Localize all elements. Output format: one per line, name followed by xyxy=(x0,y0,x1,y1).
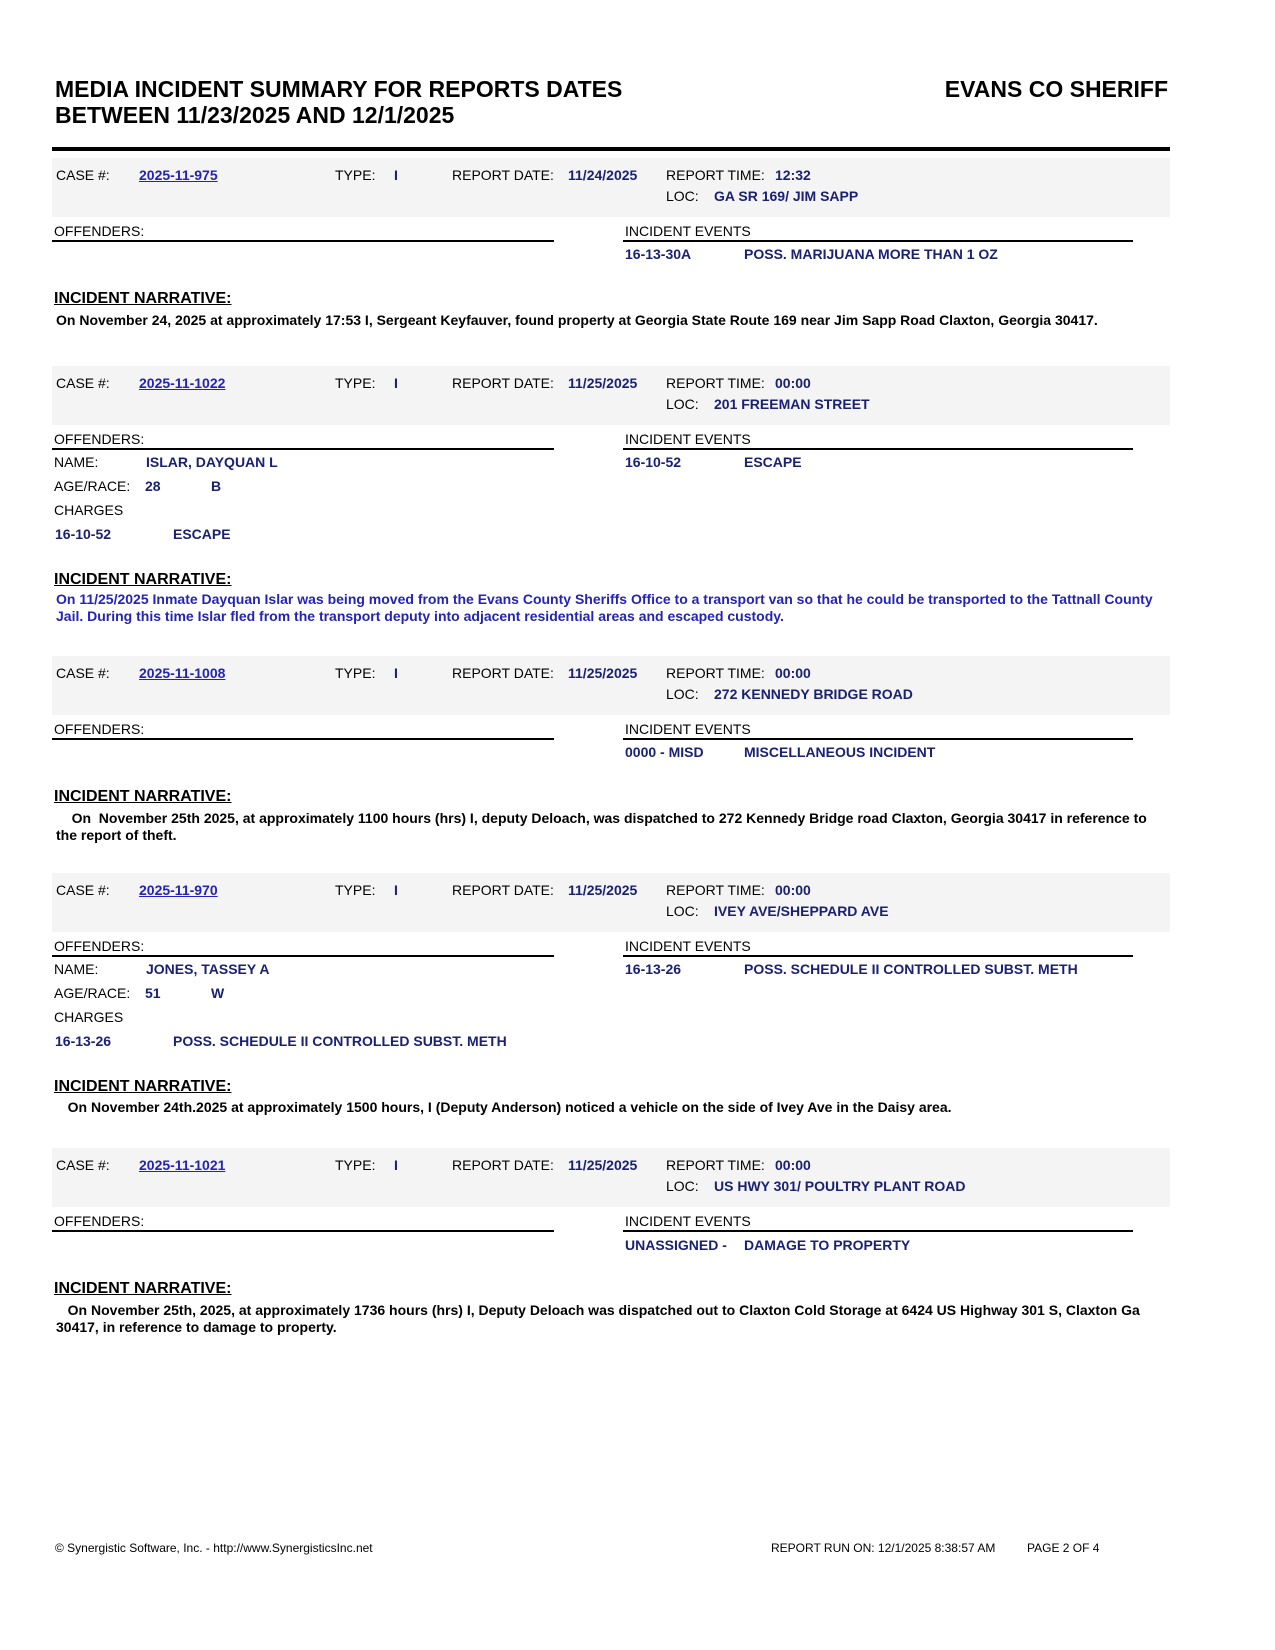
type-value: I xyxy=(394,167,398,183)
footer-copyright: © Synergistic Software, Inc. - http://www.SynergisticsInc.net xyxy=(55,1541,373,1555)
report-time-value: 00:00 xyxy=(775,882,811,898)
type-value: I xyxy=(394,665,398,681)
offenders-rule xyxy=(52,240,554,242)
header-divider xyxy=(52,147,1170,151)
report-time-value: 12:32 xyxy=(775,167,811,183)
event-description: MISCELLANEOUS INCIDENT xyxy=(744,744,936,760)
case-number-link[interactable]: 2025-11-1021 xyxy=(139,1157,226,1173)
event-code: UNASSIGNED - xyxy=(625,1237,727,1253)
charge-description: ESCAPE xyxy=(173,526,231,542)
report-time-label: REPORT TIME: xyxy=(666,665,765,681)
location-value: 272 KENNEDY BRIDGE ROAD xyxy=(714,686,913,702)
offenders-label: OFFENDERS: xyxy=(54,721,145,737)
event-description: ESCAPE xyxy=(744,454,802,470)
report-date-label: REPORT DATE: xyxy=(452,1157,554,1173)
event-description: DAMAGE TO PROPERTY xyxy=(744,1237,911,1253)
case-number-label: CASE #: xyxy=(56,665,110,681)
report-time-label: REPORT TIME: xyxy=(666,375,765,391)
report-date-label: REPORT DATE: xyxy=(452,167,554,183)
incident-events-rule xyxy=(623,955,1133,957)
age-race-label: AGE/RACE: xyxy=(54,985,131,1001)
type-value: I xyxy=(394,882,398,898)
report-date-label: REPORT DATE: xyxy=(452,665,554,681)
narrative-heading: INCIDENT NARRATIVE: xyxy=(54,1078,232,1095)
charges-label: CHARGES xyxy=(54,502,124,518)
location-label: LOC: xyxy=(666,396,699,412)
event-code: 16-13-30A xyxy=(625,246,692,262)
incident-events-label: INCIDENT EVENTS xyxy=(625,223,751,239)
offenders-label: OFFENDERS: xyxy=(54,1213,145,1229)
report-date-label: REPORT DATE: xyxy=(452,882,554,898)
narrative-text: On November 25th, 2025, at approximately 1736 hours (hrs) I, Deputy Deloach was dispatched out to Claxton Cold Storage at 6424 US Highway 301 S, Claxton Ga 30417, in reference to damage to property. xyxy=(56,1302,1144,1335)
report-date-label: REPORT DATE: xyxy=(452,375,554,391)
report-date-value: 11/25/2025 xyxy=(568,665,638,681)
narrative-text: On November 24, 2025 at approximately 17:53 I, Sergeant Keyfauver, found property at Georgia State Route 169 near Jim Sapp Road Claxton, Georgia 30417. xyxy=(56,312,1098,328)
report-date-value: 11/25/2025 xyxy=(568,375,638,391)
report-time-value: 00:00 xyxy=(775,375,811,391)
location-label: LOC: xyxy=(666,686,699,702)
age-race-label: AGE/RACE: xyxy=(54,478,131,494)
offender-age: 28 xyxy=(145,478,161,494)
report-date-value: 11/25/2025 xyxy=(568,1157,638,1173)
footer-page-number: PAGE 2 OF 4 xyxy=(1027,1541,1100,1555)
charges-label: CHARGES xyxy=(54,1009,124,1025)
offender-name-label: NAME: xyxy=(54,454,99,470)
report-time-label: REPORT TIME: xyxy=(666,1157,765,1173)
charge-code: 16-13-26 xyxy=(55,1033,112,1049)
event-description: POSS. MARIJUANA MORE THAN 1 OZ xyxy=(744,246,998,262)
type-value: I xyxy=(394,1157,398,1173)
offenders-rule xyxy=(52,448,554,450)
incident-events-rule xyxy=(623,448,1133,450)
location-label: LOC: xyxy=(666,903,699,919)
location-value: US HWY 301/ POULTRY PLANT ROAD xyxy=(714,1178,966,1194)
charge-description: POSS. SCHEDULE II CONTROLLED SUBST. METH xyxy=(173,1033,507,1049)
report-title-line-2: BETWEEN 11/23/2025 AND 12/1/2025 xyxy=(55,102,455,128)
narrative-text: On November 25th 2025, at approximately 1100 hours (hrs) I, deputy Deloach, was dispatched to 272 Kennedy Bridge road Claxton, Georgia 30417 in reference to the report of theft. xyxy=(56,810,1151,843)
report-time-label: REPORT TIME: xyxy=(666,882,765,898)
type-label: TYPE: xyxy=(335,167,376,183)
offender-race: W xyxy=(211,985,225,1001)
location-value: 201 FREEMAN STREET xyxy=(714,396,870,412)
incident-events-label: INCIDENT EVENTS xyxy=(625,431,751,447)
charge-code: 16-10-52 xyxy=(55,526,112,542)
offenders-label: OFFENDERS: xyxy=(54,431,145,447)
narrative-heading: INCIDENT NARRATIVE: xyxy=(54,1280,232,1297)
case-number-label: CASE #: xyxy=(56,1157,110,1173)
offenders-rule xyxy=(52,1230,554,1232)
event-code: 0000 - MISD xyxy=(625,744,704,760)
narrative-text: On November 24th.2025 at approximately 1500 hours, I (Deputy Anderson) noticed a vehicle on the side of Ivey Ave in the Daisy area. xyxy=(56,1099,952,1115)
incident-events-label: INCIDENT EVENTS xyxy=(625,1213,751,1229)
event-code: 16-13-26 xyxy=(625,961,682,977)
type-label: TYPE: xyxy=(335,1157,376,1173)
offender-name: ISLAR, DAYQUAN L xyxy=(146,454,278,470)
report-time-value: 00:00 xyxy=(775,665,811,681)
narrative-text: On 11/25/2025 Inmate Dayquan Islar was being moved from the Evans County Sheriffs Office to a transport van so that he could be transported to the Tattnall County Jail. During this time Islar fled from the transport deputy into adjacent residential areas and escaped custody. xyxy=(56,591,1157,624)
incident-events-rule xyxy=(623,738,1133,740)
offender-age: 51 xyxy=(145,985,161,1001)
event-code: 16-10-52 xyxy=(625,454,682,470)
report-title-line-1: MEDIA INCIDENT SUMMARY FOR REPORTS DATES xyxy=(55,76,623,102)
report-title xyxy=(55,76,775,128)
case-number-link[interactable]: 2025-11-1022 xyxy=(139,375,226,391)
offender-race: B xyxy=(211,478,222,494)
incident-events-label: INCIDENT EVENTS xyxy=(625,938,751,954)
case-number-label: CASE #: xyxy=(56,882,110,898)
offenders-label: OFFENDERS: xyxy=(54,938,145,954)
report-time-label: REPORT TIME: xyxy=(666,167,765,183)
case-number-link[interactable]: 2025-11-975 xyxy=(139,167,218,183)
footer-report-run: REPORT RUN ON: 12/1/2025 8:38:57 AM xyxy=(771,1541,996,1555)
incident-events-label: INCIDENT EVENTS xyxy=(625,721,751,737)
incident-events-rule xyxy=(623,240,1133,242)
offenders-label: OFFENDERS: xyxy=(54,223,145,239)
location-value: GA SR 169/ JIM SAPP xyxy=(714,188,859,204)
type-label: TYPE: xyxy=(335,375,376,391)
case-number-label: CASE #: xyxy=(56,167,110,183)
location-label: LOC: xyxy=(666,188,699,204)
offenders-rule xyxy=(52,738,554,740)
type-label: TYPE: xyxy=(335,665,376,681)
offenders-rule xyxy=(52,955,554,957)
type-label: TYPE: xyxy=(335,882,376,898)
case-number-link[interactable]: 2025-11-970 xyxy=(139,882,218,898)
report-date-value: 11/24/2025 xyxy=(568,167,638,183)
report-date-value: 11/25/2025 xyxy=(568,882,638,898)
type-value: I xyxy=(394,375,398,391)
narrative-heading: INCIDENT NARRATIVE: xyxy=(54,788,232,805)
agency-name: EVANS CO SHERIFF xyxy=(944,76,1168,102)
incident-events-rule xyxy=(623,1230,1133,1232)
case-number-label: CASE #: xyxy=(56,375,110,391)
event-description: POSS. SCHEDULE II CONTROLLED SUBST. METH xyxy=(744,961,1078,977)
report-time-value: 00:00 xyxy=(775,1157,811,1173)
narrative-heading: INCIDENT NARRATIVE: xyxy=(54,290,232,307)
location-value: IVEY AVE/SHEPPARD AVE xyxy=(714,903,889,919)
narrative-heading: INCIDENT NARRATIVE: xyxy=(54,571,232,588)
case-number-link[interactable]: 2025-11-1008 xyxy=(139,665,226,681)
location-label: LOC: xyxy=(666,1178,699,1194)
offender-name-label: NAME: xyxy=(54,961,99,977)
offender-name: JONES, TASSEY A xyxy=(146,961,270,977)
